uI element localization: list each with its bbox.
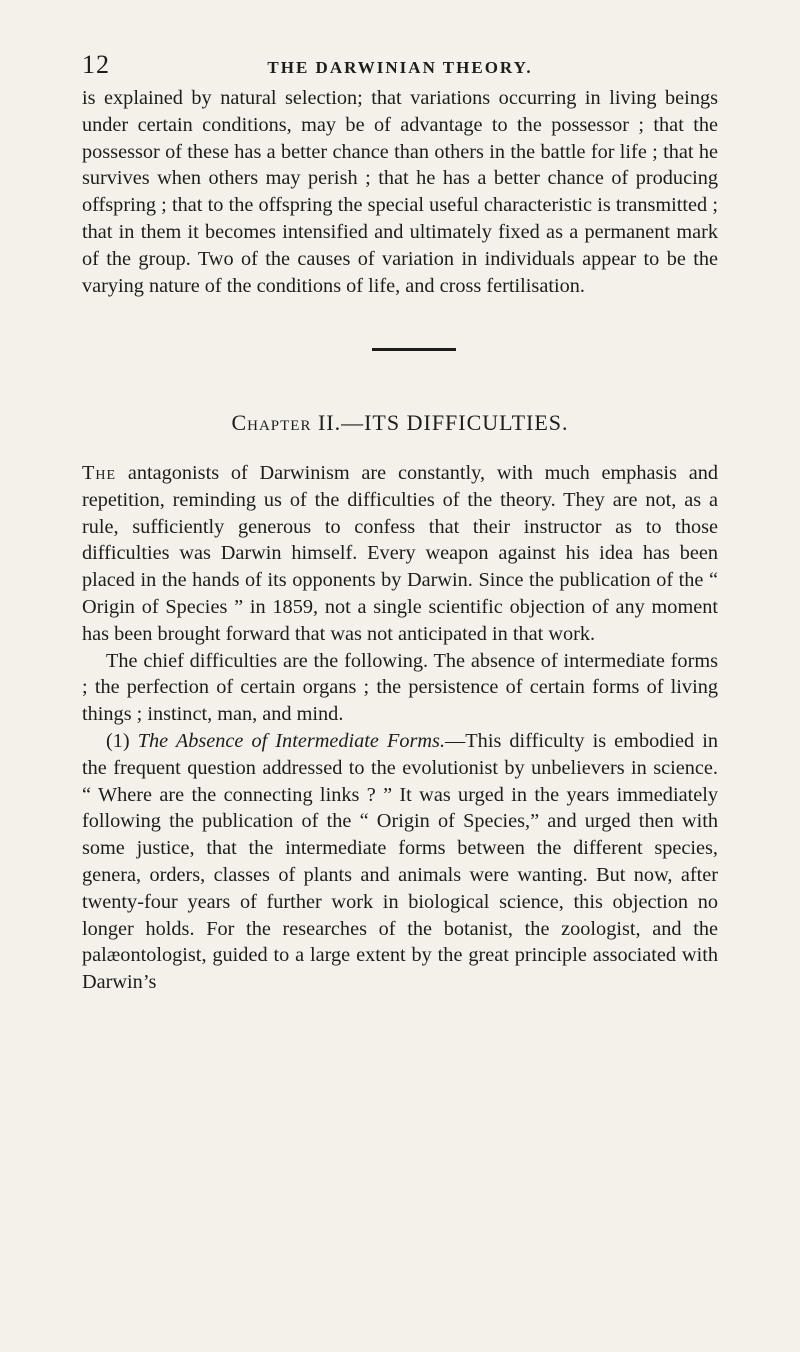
page-header [82, 50, 718, 84]
chapter-body [82, 460, 718, 996]
chapter-title: II.—ITS DIFFICULTIES. [317, 410, 569, 435]
chapter-label: Chapter [231, 410, 312, 435]
chapter-paragraph-1 [82, 460, 718, 648]
running-title: THE DARWINIAN THEORY. [267, 58, 533, 77]
page-number: 12 [82, 50, 110, 79]
paragraph-3-text: —This difficulty is embodied in the frequent question addressed to the evolutionist by unbelievers in science. “ Where are the connecting links ? ” It was urged in the years immediately following the publication of the “ Origin of Species,” and urged then with some justice, that the intermediate forms between the different species, genera, orders, classes of plants and animals were wanting. But now, after twenty-four years of further work in biological science, this objection no longer holds. For the researches of the botanist, the zoologist, and the palæontologist, guided to a large extent by the great principle associated with Darwin’s [82, 729, 718, 994]
paragraph-3-number: (1) [106, 729, 130, 752]
intro-section [82, 85, 718, 299]
chapter-heading [0, 410, 800, 436]
paragraph-3-title: The Absence of Intermediate Forms. [137, 729, 446, 752]
chapter-paragraph-2: The chief difficulties are the following. The absence of intermediate forms ; the perfection of certain organs ; the persistence of certain forms of living things ; instinct, man, and mind. [82, 649, 718, 726]
lead-word: The [82, 462, 117, 484]
chapter-paragraph-3 [82, 728, 718, 996]
section-divider [372, 348, 456, 351]
paragraph-1-text: antagonists of Darwinism are constantly, with much emphasis and repetition, reminding us of the difficulties of the theory. They are not, as a rule, sufficiently generous to confess that their instructor as to those difficulties was Darwin himself. Every weapon against his idea has been placed in the hands of its opponents by Darwin. Since the publication of the “ Origin of Species ” in 1859, not a single scientific objection of any moment has been brought forward that was not anticipated in that work. [82, 462, 719, 645]
intro-paragraph: is explained by natural selection; that variations occurring in living beings under certain conditions, may be of advantage to the possessor ; that the possessor of these has a better chance than others in the battle for life ; that he survives when others may perish ; that he has a better chance of producing offspring ; that to the offspring the special useful characteristic is transmitted ; that in them it becomes intensified and ultimately fixed as a permanent mark of the group. Two of the causes of variation in individuals appear to be the varying nature of the conditions of life, and cross fertilisation. [82, 87, 718, 297]
